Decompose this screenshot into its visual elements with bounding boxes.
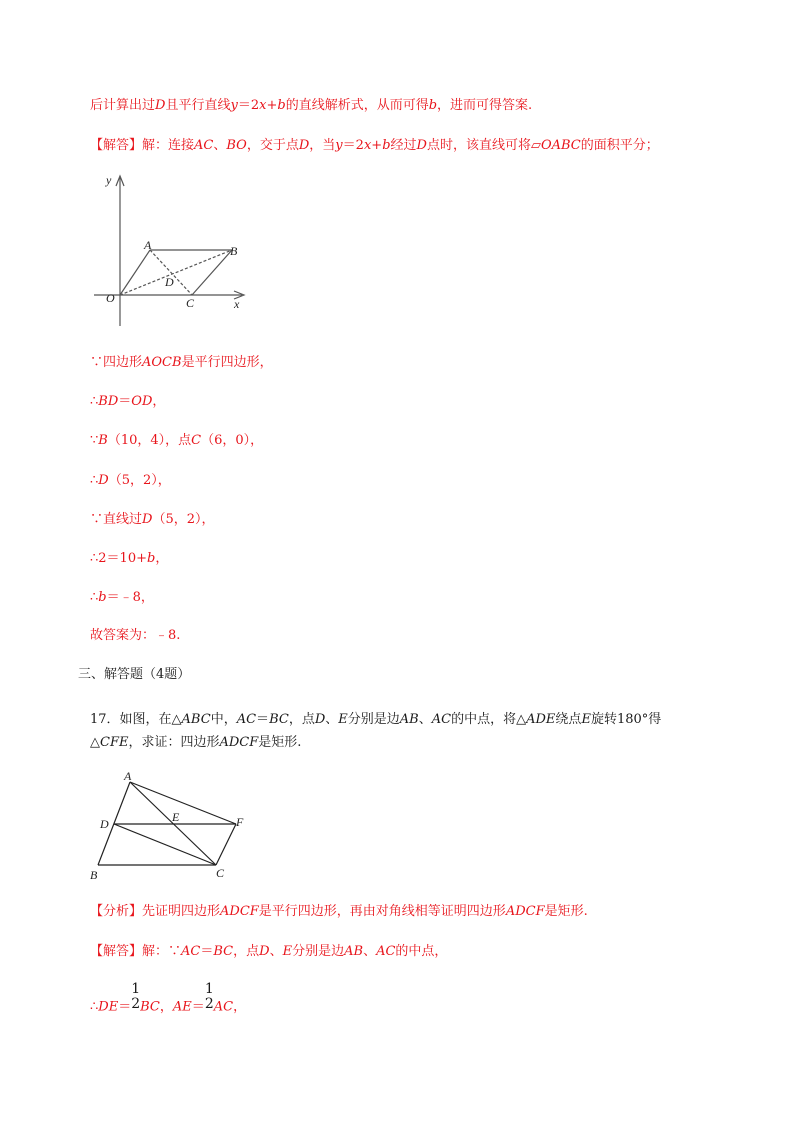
text-line-5: ∵B（10，4），点C（6，0），	[90, 433, 264, 448]
segment-AF	[130, 782, 236, 824]
segment-OA	[120, 250, 150, 295]
fraction-one-half: 1 2	[204, 981, 214, 1012]
label-C: C	[186, 296, 195, 310]
label-D: D	[165, 275, 174, 289]
text-line-11: 【分析】先证明四边形ADCF是平行四边形，再由对角线相等证明四边形ADCF是矩形.	[90, 904, 588, 919]
label-F: F	[236, 815, 244, 829]
text-line-2: 【解答】解：连接AC、BO，交于点D，当y＝2x+b经过D点时，该直线可将▱OABC的面积平分；	[90, 138, 659, 153]
text-line-7: ∵直线过D（5，2），	[90, 512, 215, 527]
text-line-8: ∴2＝10+b，	[90, 551, 169, 566]
text-line-3: ∵四边形AOCB是平行四边形，	[90, 355, 273, 370]
question-17-line-2: △CFE，求证：四边形ADCF是矩形.	[90, 735, 302, 750]
label-A: A	[124, 769, 132, 783]
fraction-one-half: 1 2	[131, 981, 141, 1012]
label-y: y	[106, 173, 112, 187]
text-line-10: 故答案为：﹣8.	[90, 628, 181, 643]
label-x: x	[234, 297, 240, 311]
figure-rectangle-adcf	[88, 768, 260, 884]
segment-OB	[120, 250, 232, 295]
label-O: O	[106, 291, 115, 305]
label-D: D	[100, 817, 109, 831]
label-C: C	[216, 866, 225, 880]
label-A: A	[144, 238, 152, 252]
text-line-12: 【解答】解：∵AC＝BC，点D、E分别是边AB、AC的中点，	[90, 944, 448, 959]
segment-BC	[192, 250, 232, 295]
text-line-13: ∴DE＝ 1 2 BC，AE＝ 1 2 AC，	[90, 981, 247, 1015]
label-E: E	[172, 810, 180, 824]
label-B: B	[230, 244, 238, 258]
text-line-4: ∴BD＝OD，	[90, 394, 166, 409]
text-line-6: ∴D（5，2），	[90, 473, 171, 488]
section-heading: 三、解答题（4题）	[78, 667, 191, 682]
text-line-1: 后计算出过D且平行直线y＝2x+b的直线解析式，从而可得b，进而可得答案.	[90, 98, 533, 113]
text-line-9: ∴b＝﹣8，	[90, 590, 154, 605]
label-B: B	[90, 868, 98, 882]
figure-parallelogram-coordinate	[90, 170, 260, 330]
segment-DC	[114, 824, 216, 865]
segment-FC	[216, 824, 236, 865]
question-17-line-1: 17．如图，在△ABC中，AC＝BC，点D、E分别是边AB、AC的中点，将△ADE绕点E旋转180°得	[90, 712, 662, 727]
